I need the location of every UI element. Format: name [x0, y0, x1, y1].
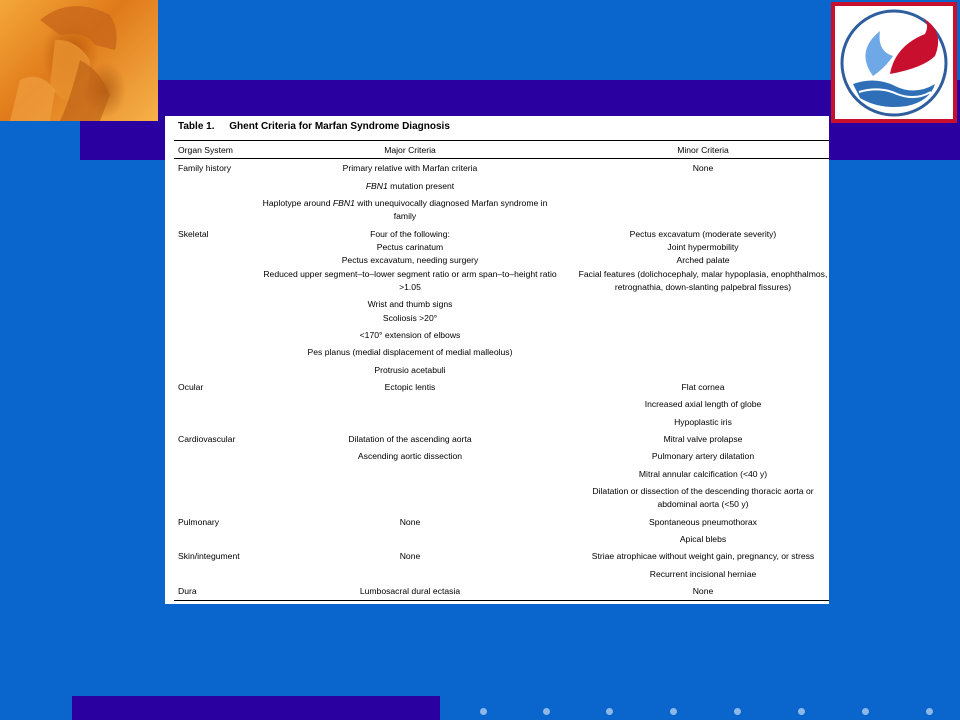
major-criterion: Four of the following: — [370, 229, 450, 239]
major-criterion — [245, 180, 575, 193]
major-criterion: None — [399, 517, 421, 527]
header-major-criteria: Major Criteria — [384, 145, 436, 155]
dot — [543, 708, 550, 715]
organ-ocular: Ocular — [178, 382, 204, 392]
table-sheet — [165, 116, 829, 604]
bottom-band — [72, 696, 440, 720]
minor-criterion: Joint hypermobility — [667, 242, 739, 252]
minor-criterion: Hypoplastic iris — [674, 417, 732, 427]
rule-bottom — [174, 600, 829, 601]
minor-criterion: Mitral valve prolapse — [663, 434, 743, 444]
minor-criterion: None — [692, 163, 714, 173]
major-criterion: Lumbosacral dural ectasia — [359, 586, 461, 596]
minor-criterion: Pectus excavatum (moderate severity) — [629, 229, 777, 239]
gene-name: FBN1 — [332, 198, 355, 208]
dot — [670, 708, 677, 715]
criterion-text: Haplotype around — [262, 198, 333, 208]
minor-criterion: Flat cornea — [681, 382, 725, 392]
minor-criterion: Increased axial length of globe — [644, 399, 762, 409]
minor-criterion: Spontaneous pneumothorax — [649, 517, 757, 527]
table-caption: Ghent Criteria for Marfan Syndrome Diagnosis — [229, 121, 450, 132]
major-criterion: Dilatation of the ascending aorta — [348, 434, 472, 444]
major-criterion: <170° extension of elbows — [359, 330, 461, 340]
major-criterion: Pes planus (medial displacement of medial malleolus) — [307, 347, 513, 357]
dot — [862, 708, 869, 715]
minor-criterion: Striae atrophicae without weight gain, pregnancy, or stress — [591, 551, 815, 561]
major-criterion: Ectopic lentis — [384, 382, 436, 392]
organ-cardiovascular: Cardiovascular — [178, 434, 236, 444]
major-criterion: None — [399, 551, 421, 561]
rule-header — [174, 158, 829, 159]
criterion-text: with unequivocally diagnosed Marfan syndrome in family — [354, 198, 548, 221]
minor-criterion: Arched palate — [676, 255, 730, 265]
major-criterion: Scoliosis >20° — [382, 313, 438, 323]
header-organ-system: Organ System — [178, 145, 233, 155]
dot — [734, 708, 741, 715]
major-criterion: Wrist and thumb signs — [367, 299, 453, 309]
gene-name: FBN1 — [365, 181, 388, 191]
major-criterion: Ascending aortic dissection — [357, 451, 463, 461]
organ-pulmonary: Pulmonary — [178, 517, 220, 527]
organ-skin-integument: Skin/integument — [178, 551, 240, 561]
major-criterion: Pectus carinatum — [376, 242, 444, 252]
dot — [480, 708, 487, 715]
table-label: Table 1. — [178, 121, 215, 132]
minor-criterion: Mitral annular calcification (<40 y) — [638, 469, 768, 479]
dot-row — [480, 708, 960, 716]
organ-skeletal: Skeletal — [178, 229, 209, 239]
minor-criterion: Dilatation or dissection of the descending thoracic aorta or abdominal aorta (<50 y) — [592, 486, 814, 509]
criterion-text: mutation present — [387, 181, 455, 191]
organ-family-history: Family history — [178, 163, 232, 173]
organ-dura: Dura — [178, 586, 197, 596]
dot — [926, 708, 933, 715]
major-criterion — [255, 197, 555, 222]
dot — [606, 708, 613, 715]
major-criterion: Pectus excavatum, needing surgery — [341, 255, 479, 265]
minor-criterion: Recurrent incisional herniae — [649, 569, 757, 579]
table-title — [178, 121, 450, 132]
header-minor-criteria: Minor Criteria — [677, 145, 729, 155]
major-criterion: Protrusio acetabuli — [374, 365, 446, 375]
major-criterion: Reduced upper segment–to–lower segment ratio or arm span–to–height ratio >1.05 — [263, 269, 557, 292]
minor-criterion: None — [692, 586, 714, 596]
minor-criterion: Facial features (dolichocephaly, malar hypoplasia, enophthalmos, retrognathia, down-slanting palpebral fissures) — [578, 269, 828, 292]
minor-criterion: Apical blebs — [679, 534, 727, 544]
dot — [798, 708, 805, 715]
rule-top — [174, 140, 829, 141]
helmeted-statue-icon — [0, 0, 158, 121]
minor-criterion: Pulmonary artery dilatation — [651, 451, 755, 461]
flame-wave-logo-icon — [831, 2, 957, 123]
major-criterion: Primary relative with Marfan criteria — [342, 163, 478, 173]
